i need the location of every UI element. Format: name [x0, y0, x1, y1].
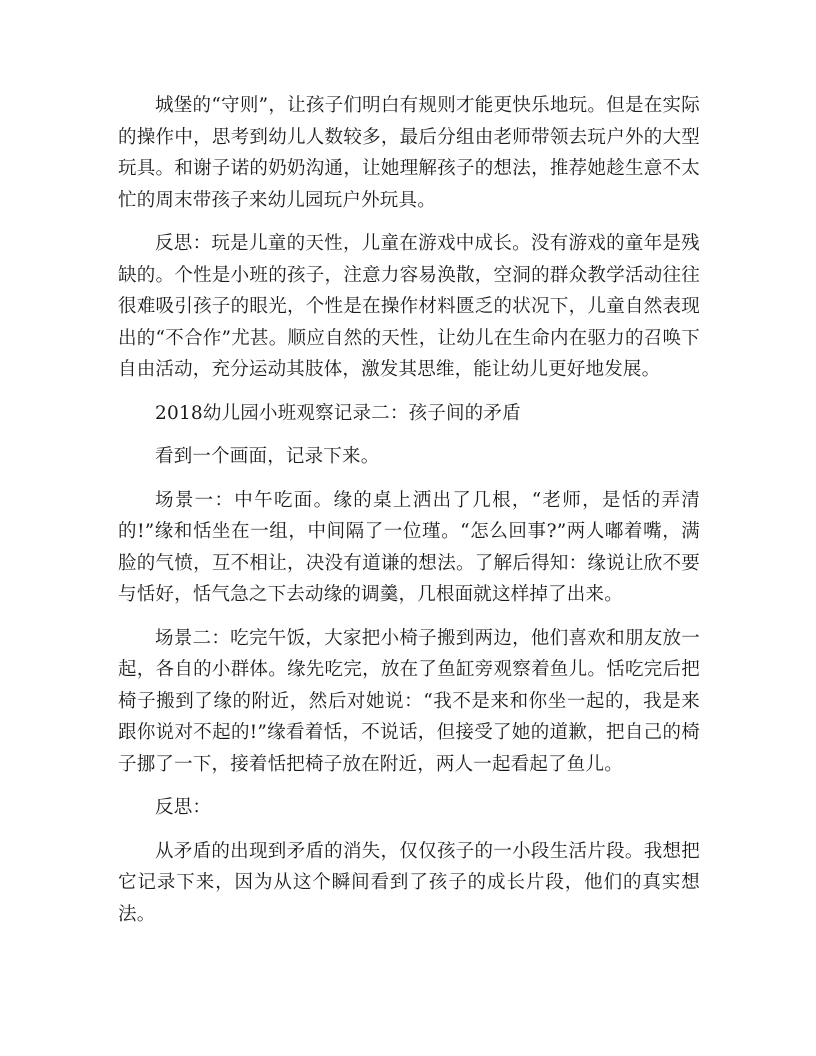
paragraph-reflection-label: 反思：: [155, 797, 212, 818]
paragraph-scene-one: 场景一：中午吃面。缘的桌上洒出了几根，“老师，是恬的弄清的!”缘和恬坐在一组，中间隔了一位瑾。“怎么回事?”两人嘟着嘴，满脸的气愤，互不相让，决没有道谦的想法。了解后得知：缘说让欣不要与恬好，恬气急之下去动缘的调羹，几根面就这样掉了出来。: [118, 489, 700, 605]
paragraph-rules-conclusion: 城堡的“守则”，让孩子们明白有规则才能更快乐地玩。但是在实际的操作中，思考到幼儿人数较多，最后分组由老师带领去玩户外的大型玩具。和谢子诺的奶奶沟通，让她理解孩子的想法，推荐她趁生意不太忙的周末带孩子来幼儿园玩户外玩具。: [118, 95, 700, 211]
paragraph-reflection-conflict: 从矛盾的出现到矛盾的消失，仅仅孩子的一小段生活片段。我想把它记录下来，因为从这个瞬间看到了孩子的成长片段，他们的真实想法。: [118, 840, 700, 925]
paragraph-intro: 看到一个画面，记录下来。: [155, 446, 380, 467]
document-body: [118, 90, 700, 942]
paragraph-reflection-play: 反思：玩是儿童的天性，儿童在游戏中成长。没有游戏的童年是残缺的。个性是小班的孩子，注意力容易涣散，空洞的群众教学活动往往很难吸引孩子的眼光，个性是在操作材料匮乏的状况下，儿童自然表现出的“不合作”尤甚。顺应自然的天性，让幼儿在生命内在驱力的召唤下自由活动，充分运动其肢体，激发其思维，能让幼儿更好地发展。: [118, 233, 700, 380]
section-heading-record-two: 2018幼儿园小班观察记录二：孩子间的矛盾: [155, 402, 521, 424]
paragraph-scene-two: 场景二：吃完午饭，大家把小椅子搬到两边，他们喜欢和朋友放一起，各自的小群体。缘先吃完，放在了鱼缸旁观察着鱼儿。恬吃完后把椅子搬到了缘的附近，然后对她说：“我不是来和你坐一起的，我是来跟你说对不起的!”缘看着恬，不说话，但接受了她的道歉，把自己的椅子挪了一下，接着恬把椅子放在附近，两人一起看起了鱼儿。: [118, 627, 700, 775]
